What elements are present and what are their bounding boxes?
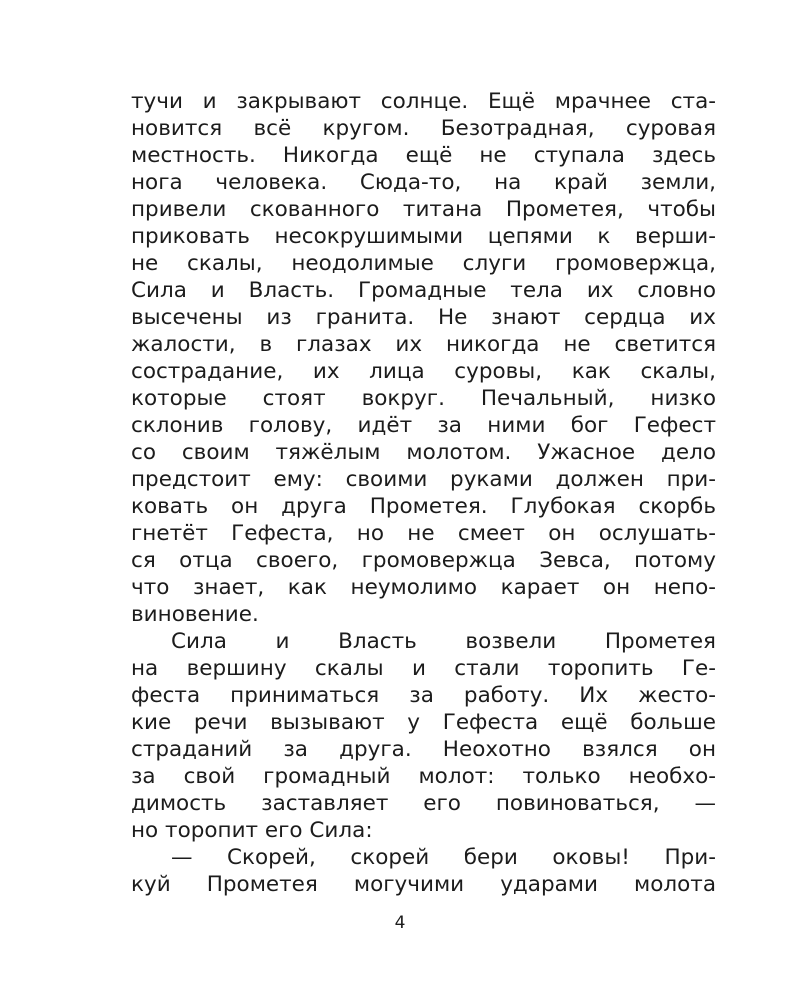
text-line: Сила и Власть возвели Прометея xyxy=(171,629,716,654)
text-line: привели скованного титана Прометея, чтобы xyxy=(131,197,716,222)
text-line: которые стоят вокруг. Печальный, низко xyxy=(131,386,716,411)
text-line: но торопит его Сила: xyxy=(131,818,373,843)
text-line: что знает, как неумолимо карает он непо- xyxy=(131,575,716,600)
text-line: Сила и Власть. Громадные тела их словно xyxy=(131,278,716,303)
text-line: склонив голову, идёт за ними бог Гефест xyxy=(131,413,716,438)
text-line: тучи и закрывают солнце. Ещё мрачнее ста- xyxy=(131,89,716,114)
body-text xyxy=(131,88,716,898)
text-line: приковать несокрушимыми цепями к верши- xyxy=(131,224,716,249)
text-line: местность. Никогда ещё не ступала здесь xyxy=(131,143,716,168)
text-line: сострадание, их лица суровы, как скалы, xyxy=(131,359,716,384)
text-line: ся отца своего, громовержца Зевса, потому xyxy=(131,548,716,573)
text-line: со своим тяжёлым молотом. Ужасное дело xyxy=(131,440,716,465)
text-line: новится всё кругом. Безотрадная, суровая xyxy=(131,116,716,141)
text-line: страданий за друга. Неохотно взялся он xyxy=(131,737,716,762)
text-line: димость заставляет его повиноваться, — xyxy=(131,791,716,816)
text-line: предстоит ему: своими руками должен при- xyxy=(131,467,716,492)
text-line: виновение. xyxy=(131,602,259,627)
text-line: куй Прометея могучими ударами молота xyxy=(131,872,716,897)
text-line: высечены из гранита. Не знают сердца их xyxy=(131,305,716,330)
text-line: жалости, в глазах их никогда не светится xyxy=(131,332,716,357)
text-line: ковать он друга Прометея. Глубокая скорбь xyxy=(131,494,716,519)
text-line: на вершину скалы и стали торопить Ге- xyxy=(131,656,716,681)
text-line: не скалы, неодолимые слуги громовержца, xyxy=(131,251,716,276)
text-line: нога человека. Сюда-то, на край земли, xyxy=(131,170,716,195)
text-line: феста приниматься за работу. Их жесто- xyxy=(131,683,716,708)
text-line: кие речи вызывают у Гефеста ещё больше xyxy=(131,710,716,735)
text-line: гнетёт Гефеста, но не смеет он ослушать- xyxy=(131,521,716,546)
page-number: 4 xyxy=(394,913,406,933)
text-line: за свой громадный молот: только необхо- xyxy=(131,764,716,789)
text-line: — Скорей, скорей бери оковы! При- xyxy=(171,845,716,870)
